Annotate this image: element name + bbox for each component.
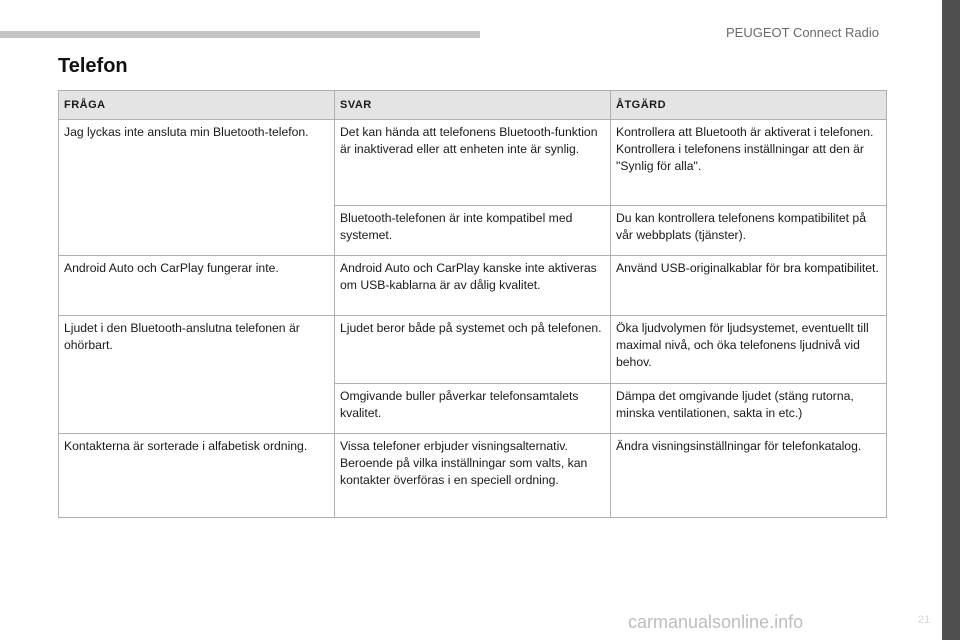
answer-cell: Det kan hända att telefonens Bluetooth-funktion är inaktiverad eller att enheten inte är synlig. (335, 120, 611, 206)
action-cell: Du kan kontrollera telefonens kompatibilitet på vår webbplats (tjänster). (611, 206, 887, 256)
page-title: Telefon (58, 55, 128, 77)
question-cell: Ljudet i den Bluetooth-anslutna telefonen är ohörbart. (59, 316, 335, 434)
table-row (59, 256, 887, 316)
answer-cell: Ljudet beror både på systemet och på telefonen. (335, 316, 611, 384)
header-action: ÅTGÄRD (611, 91, 887, 120)
action-text: Kontrollera att Bluetooth är aktiverat i telefonen. Kontrollera i telefonens inställningar att den är "Synlig för alla". (616, 125, 874, 173)
brand-label: PEUGEOT Connect Radio (726, 25, 879, 40)
header-question: FRÅGA (59, 91, 335, 120)
table-header-row (59, 91, 887, 120)
answer-cell: Omgivande buller påverkar telefonsamtalets kvalitet. (335, 384, 611, 434)
question-cell: Android Auto och CarPlay fungerar inte. (59, 256, 335, 316)
action-cell: Ändra visningsinställningar för telefonkatalog. (611, 434, 887, 518)
table-row (59, 316, 887, 384)
question-cell: Kontakterna är sorterade i alfabetisk ordning. (59, 434, 335, 518)
watermark: carmanualsonline.info (628, 612, 804, 632)
answer-cell: Android Auto och CarPlay kanske inte aktiveras om USB-kablarna är av dålig kvalitet. (335, 256, 611, 316)
header-answer: SVAR (335, 91, 611, 120)
answer-cell: Vissa telefoner erbjuder visningsalternativ. Beroende på vilka inställningar som valts, kan kontakter överföras i en speciell ordning. (335, 434, 611, 518)
action-cell: Använd USB-originalkablar för bra kompatibilitet. (611, 256, 887, 316)
table-row (59, 120, 887, 206)
troubleshooting-table (58, 90, 887, 518)
header-rule (0, 31, 480, 38)
table-row (59, 434, 887, 518)
side-bar (942, 0, 960, 640)
answer-cell: Bluetooth-telefonen är inte kompatibel med systemet. (335, 206, 611, 256)
question-cell: Jag lyckas inte ansluta min Bluetooth-telefon. (59, 120, 335, 256)
action-cell: Dämpa det omgivande ljudet (stäng rutorna, minska ventilationen, sakta in etc.) (611, 384, 887, 434)
action-cell: Öka ljudvolymen för ljudsystemet, eventuellt till maximal nivå, och öka telefonens ljudnivå vid behov. (611, 316, 887, 384)
page-number: 21 (918, 614, 931, 626)
page-marker (927, 604, 932, 609)
action-cell (611, 120, 887, 206)
